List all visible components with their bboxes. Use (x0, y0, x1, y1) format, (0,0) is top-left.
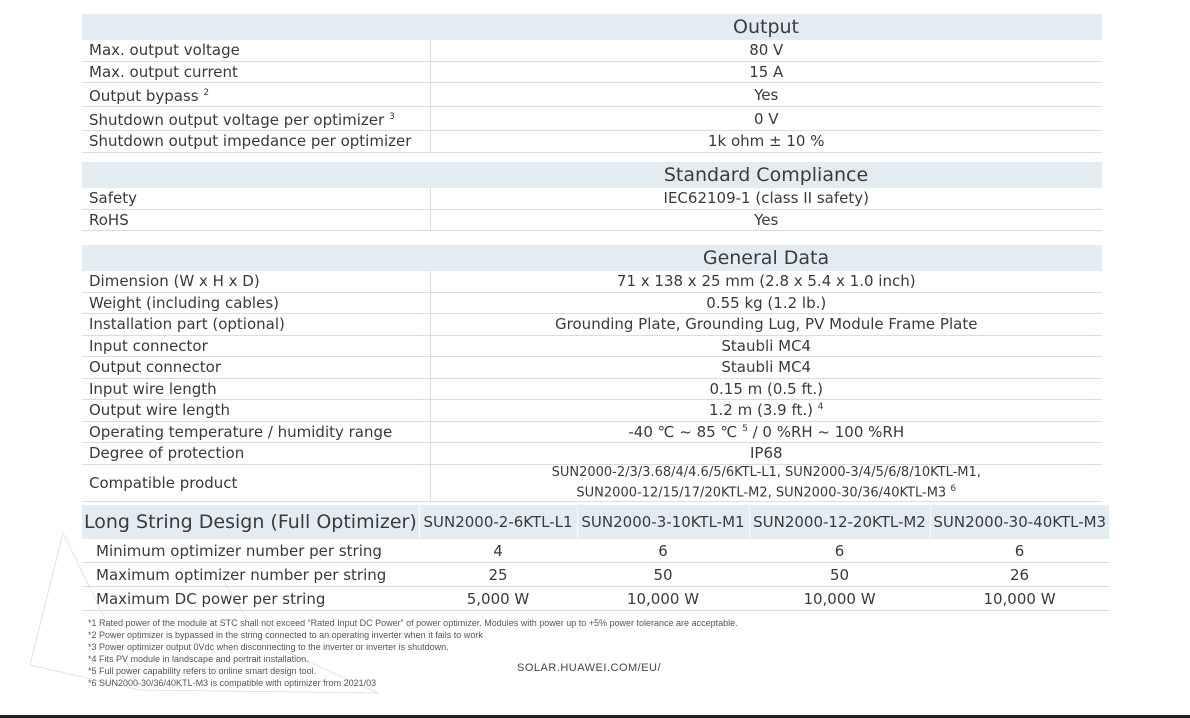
compliance-table (82, 162, 1102, 231)
spec-value: IP68 (430, 443, 1102, 465)
spec-value: 15 A (430, 61, 1102, 83)
spec-label: Safety (82, 188, 430, 209)
table-row (82, 378, 1102, 400)
general-header-row (82, 245, 1102, 271)
spec-value: 1k ohm ± 10 % (430, 131, 1102, 153)
table-cell: 6 (577, 539, 749, 563)
table-cell: 25 (419, 563, 577, 587)
spec-value: -40 ℃ ~ 85 ℃ $^5$ / 0 %RH ~ 100 %RH (430, 421, 1102, 443)
spec-label: Shutdown output voltage per optimizer $^3$ (82, 107, 430, 131)
table-row (82, 563, 1109, 587)
spec-label: Dimension (W x H x D) (82, 271, 430, 292)
spec-value: Grounding Plate, Grounding Lug, PV Module Frame Plate (430, 314, 1102, 336)
table-cell: 6 (930, 539, 1109, 563)
table-row (82, 292, 1102, 314)
compliance-heading: Standard Compliance (430, 162, 1102, 188)
spec-label: Output wire length (82, 400, 430, 422)
table-row (82, 464, 1102, 501)
spec-value: Yes (430, 209, 1102, 231)
spec-label: Operating temperature / humidity range (82, 421, 430, 443)
footnote: *2 Power optimizer is bypassed in the string connected to an operating inverter when it fails to work (88, 630, 483, 640)
spec-value: Yes (430, 83, 1102, 107)
table-row (82, 40, 1102, 61)
spec-value: SUN2000-2/3/3.68/4/4.6/5/6KTL-L1, SUN2000-3/4/5/6/8/10KTL-M1, SUN2000-12/15/17/20KTL-M2, SUN2000-30/36/40KTL-M3 $^6$ (430, 464, 1102, 501)
output-header-row (82, 14, 1102, 40)
footnote: *4 Fits PV module in landscape and portrait installation. (88, 654, 309, 664)
footnote-ref: 5 (742, 423, 748, 434)
footnotes (88, 617, 738, 689)
long-string-table (82, 505, 1109, 611)
footnote: *1 Rated power of the module at STC shall not exceed “Rated Input DC Power” of power optimizer. Modules with power up to +5% power tolerance are acceptable. (88, 618, 738, 628)
model-header: SUN2000-30-40KTL-M3 (930, 505, 1109, 539)
table-row (82, 400, 1102, 422)
model-header: SUN2000-3-10KTL-M1 (577, 505, 749, 539)
table-cell: 10,000 W (577, 587, 749, 611)
spec-label: Degree of protection (82, 443, 430, 465)
spec-label: Weight (including cables) (82, 292, 430, 314)
row-label: Maximum optimizer number per string (82, 563, 419, 587)
general-heading: General Data (430, 245, 1102, 271)
spec-value: Staubli MC4 (430, 357, 1102, 379)
spec-value: 80 V (430, 40, 1102, 61)
table-cell: 26 (930, 563, 1109, 587)
footnote-ref: 2 (203, 88, 210, 98)
output-table (82, 14, 1102, 153)
long-string-title: Long String Design (Full Optimizer) (82, 505, 419, 539)
table-row (82, 209, 1102, 231)
website-link[interactable]: SOLAR.HUAWEI.COM/EU/ (517, 662, 662, 674)
table-cell: 4 (419, 539, 577, 563)
model-header: SUN2000-12-20KTL-M2 (749, 505, 930, 539)
compliance-header-row (82, 162, 1102, 188)
output-heading: Output (430, 14, 1102, 40)
spec-label: Shutdown output impedance per optimizer (82, 131, 430, 153)
table-row (82, 539, 1109, 563)
general-table (82, 245, 1102, 502)
table-row (82, 335, 1102, 357)
spec-label: Input connector (82, 335, 430, 357)
table-row (82, 107, 1102, 131)
table-cell: 50 (577, 563, 749, 587)
spec-label: Installation part (optional) (82, 314, 430, 336)
table-row (82, 61, 1102, 83)
spec-value: 1.2 m (3.9 ft.) $^4$ (430, 400, 1102, 422)
footnote-ref: 4 (817, 402, 824, 413)
footnote: *5 Full power capability refers to online smart design tool. (88, 666, 317, 676)
spec-value: 0 V (430, 107, 1102, 131)
table-cell: 10,000 W (930, 587, 1109, 611)
footnote-ref: 3 (388, 112, 395, 122)
table-row (82, 188, 1102, 209)
spec-label: Max. output current (82, 61, 430, 83)
table-cell: 50 (749, 563, 930, 587)
footnote: *6 SUN2000-30/36/40KTL-M3 is compatible with optimizer from 2021/03 (88, 678, 377, 688)
spec-label: RoHS (82, 209, 430, 231)
table-cell: 10,000 W (749, 587, 930, 611)
spec-value: 0.55 kg (1.2 lb.) (430, 292, 1102, 314)
table-row (82, 271, 1102, 292)
long-string-header-row (82, 505, 1109, 539)
spec-value: 71 x 138 x 25 mm (2.8 x 5.4 x 1.0 inch) (430, 271, 1102, 292)
table-row (82, 83, 1102, 107)
spec-label: Output connector (82, 357, 430, 379)
table-cell: 6 (749, 539, 930, 563)
spec-label: Compatible product (82, 464, 430, 501)
spec-label: Output bypass $^2$ (82, 83, 430, 107)
spec-value: IEC62109-1 (class II safety) (430, 188, 1102, 209)
table-row (82, 314, 1102, 336)
row-label: Maximum DC power per string (82, 587, 419, 611)
table-row (82, 357, 1102, 379)
spec-label: Input wire length (82, 378, 430, 400)
table-row (82, 443, 1102, 465)
row-label: Minimum optimizer number per string (82, 539, 419, 563)
footnote-ref: 6 (950, 483, 957, 494)
table-row (82, 421, 1102, 443)
footnote: *3 Power optimizer output 0Vdc when disconnecting to the inverter or inverter is shutdown. (88, 642, 449, 652)
table-row (82, 587, 1109, 611)
spec-value: Staubli MC4 (430, 335, 1102, 357)
table-row (82, 131, 1102, 153)
table-cell: 5,000 W (419, 587, 577, 611)
spec-label: Max. output voltage (82, 40, 430, 61)
model-header: SUN2000-2-6KTL-L1 (419, 505, 577, 539)
spec-value: 0.15 m (0.5 ft.) (430, 378, 1102, 400)
